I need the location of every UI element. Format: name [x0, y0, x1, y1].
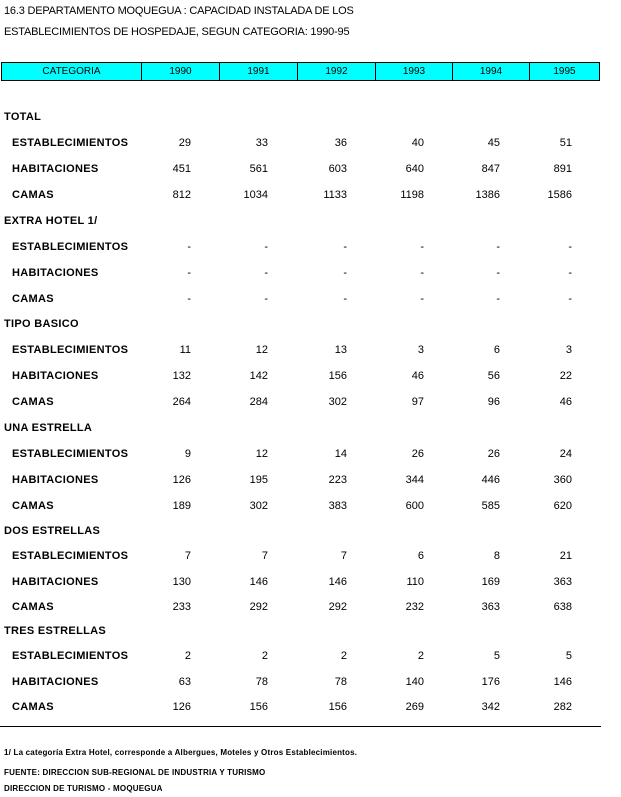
row-label: CAMAS [12, 293, 54, 305]
table-cell: 847 [481, 163, 500, 175]
header-year: 1990 [141, 63, 219, 80]
table-cell: 189 [172, 500, 191, 512]
table-cell: 36 [334, 137, 347, 149]
table-cell: 446 [481, 474, 500, 486]
table-cell: 156 [328, 370, 347, 382]
table-cell: - [187, 267, 191, 279]
row-label: HABITACIONES [12, 576, 99, 588]
table-cell: 11 [179, 344, 191, 356]
table-cell: 130 [172, 576, 191, 588]
table-cell: 812 [172, 189, 191, 201]
table-cell: 12 [255, 344, 268, 356]
row-label: ESTABLECIMIENTOS [12, 241, 129, 253]
table-cell: 169 [481, 576, 500, 588]
row-label: ESTABLECIMIENTOS [12, 137, 129, 149]
table-cell: 284 [249, 396, 268, 408]
table-cell: 7 [261, 550, 268, 562]
table-cell: 600 [405, 500, 424, 512]
table-row [0, 576, 621, 590]
table-cell: 620 [553, 500, 572, 512]
table-cell: 24 [559, 448, 572, 460]
header-year: 1995 [529, 63, 599, 80]
table-cell: 146 [553, 676, 572, 688]
section-heading [0, 525, 621, 539]
table-cell: 156 [249, 701, 268, 713]
table-cell: 383 [328, 500, 347, 512]
table-row [0, 650, 621, 664]
row-label: HABITACIONES [12, 676, 99, 688]
table-cell: 142 [249, 370, 268, 382]
table-title-line-2: ESTABLECIMIENTOS DE HOSPEDAJE, SEGUN CATEGORIA: 1990-95 [4, 26, 350, 38]
table-cell: 46 [411, 370, 424, 382]
table-cell: 1586 [547, 189, 572, 201]
source-line-2: DIRECCION DE TURISMO - MOQUEGUA [4, 784, 163, 793]
table-cell: - [343, 241, 347, 253]
table-cell: 292 [328, 601, 347, 613]
table-cell: 269 [405, 701, 424, 713]
table-cell: - [187, 293, 191, 305]
table-cell: 282 [553, 701, 572, 713]
row-label: CAMAS [12, 396, 54, 408]
table-row [0, 344, 621, 358]
table-cell: 2 [261, 650, 268, 662]
table-cell: 638 [553, 601, 572, 613]
table-cell: 1133 [323, 189, 347, 201]
table-cell: 46 [559, 396, 572, 408]
table-row [0, 550, 621, 564]
table-cell: - [264, 293, 268, 305]
table-cell: - [568, 241, 572, 253]
table-cell: 56 [487, 370, 500, 382]
table-cell: - [264, 267, 268, 279]
table-cell: 96 [487, 396, 500, 408]
table-cell: 6 [493, 344, 500, 356]
table-cell: 451 [172, 163, 191, 175]
table-row [0, 267, 621, 281]
row-label: ESTABLECIMIENTOS [12, 550, 129, 562]
section-title: DOS ESTRELLAS [4, 525, 101, 537]
section-title: UNA ESTRELLA [4, 422, 93, 434]
row-label: ESTABLECIMIENTOS [12, 650, 129, 662]
table-cell: 585 [481, 500, 500, 512]
row-label: CAMAS [12, 701, 54, 713]
row-label: HABITACIONES [12, 163, 99, 175]
table-cell: 2 [340, 650, 347, 662]
table-cell: 78 [255, 676, 268, 688]
table-cell: 232 [405, 601, 424, 613]
table-cell: - [496, 241, 500, 253]
table-cell: 126 [172, 474, 191, 486]
table-cell: - [420, 293, 424, 305]
table-cell: - [264, 241, 268, 253]
table-cell: 7 [340, 550, 347, 562]
table-cell: 195 [249, 474, 268, 486]
table-cell: 22 [559, 370, 572, 382]
section-title: TOTAL [4, 111, 42, 123]
table-cell: 78 [334, 676, 347, 688]
section-heading [0, 422, 621, 436]
table-cell: 45 [487, 137, 500, 149]
table-cell: 344 [405, 474, 424, 486]
table-cell: 132 [172, 370, 191, 382]
table-cell: 21 [559, 550, 572, 562]
table-cell: 1034 [243, 189, 268, 201]
table-cell: - [496, 293, 500, 305]
table-cell: 14 [334, 448, 347, 460]
table-cell: 561 [249, 163, 268, 175]
table-header [1, 62, 600, 81]
table-cell: 1198 [400, 189, 424, 201]
table-cell: 146 [249, 576, 268, 588]
table-cell: 176 [481, 676, 500, 688]
table-row [0, 601, 621, 615]
table-cell: 1386 [475, 189, 500, 201]
table-cell: 5 [493, 650, 500, 662]
table-row [0, 163, 621, 177]
row-label: CAMAS [12, 189, 54, 201]
table-cell: 2 [417, 650, 424, 662]
row-label: HABITACIONES [12, 267, 99, 279]
table-cell: 12 [255, 448, 268, 460]
row-label: HABITACIONES [12, 370, 99, 382]
table-row [0, 370, 621, 384]
row-label: CAMAS [12, 500, 54, 512]
table-row [0, 293, 621, 307]
section-heading [0, 318, 621, 332]
section-title: TIPO BASICO [4, 318, 79, 330]
header-year: 1994 [452, 63, 529, 80]
table-cell: 146 [328, 576, 347, 588]
table-cell: 8 [493, 550, 500, 562]
table-cell: 9 [184, 448, 191, 460]
header-year: 1993 [375, 63, 452, 80]
table-cell: 33 [255, 137, 268, 149]
header-categoria: CATEGORIA [42, 66, 101, 77]
table-row [0, 500, 621, 514]
table-cell: 5 [565, 650, 572, 662]
section-heading [0, 111, 621, 125]
table-cell: 26 [487, 448, 500, 460]
row-label: CAMAS [12, 601, 54, 613]
table-row [0, 701, 621, 715]
row-label: ESTABLECIMIENTOS [12, 344, 129, 356]
table-cell: - [420, 241, 424, 253]
table-title-line-1: 16.3 DEPARTAMENTO MOQUEGUA : CAPACIDAD INSTALADA DE LOS [4, 5, 354, 17]
section-heading [0, 625, 621, 639]
section-heading [0, 215, 621, 229]
table-row [0, 137, 621, 151]
table-cell: 140 [405, 676, 424, 688]
footnote: 1/ La categoría Extra Hotel, corresponde a Albergues, Moteles y Otros Establecimientos. [4, 748, 358, 757]
table-cell: 302 [249, 500, 268, 512]
table-cell: 40 [411, 137, 424, 149]
table-row [0, 189, 621, 203]
table-cell: - [187, 241, 191, 253]
table-cell: - [343, 267, 347, 279]
table-cell: 640 [405, 163, 424, 175]
table-row [0, 474, 621, 488]
table-cell: 363 [553, 576, 572, 588]
table-cell: 29 [178, 137, 191, 149]
table-cell: 126 [172, 701, 191, 713]
table-cell: 264 [172, 396, 191, 408]
table-row [0, 676, 621, 690]
row-label: ESTABLECIMIENTOS [12, 448, 129, 460]
table-cell: 26 [411, 448, 424, 460]
table-cell: 233 [172, 601, 191, 613]
table-cell: 223 [328, 474, 347, 486]
table-cell: 302 [328, 396, 347, 408]
table-cell: 3 [417, 344, 424, 356]
table-row [0, 396, 621, 410]
table-cell: 292 [249, 601, 268, 613]
table-cell: 3 [565, 344, 572, 356]
table-cell: 360 [553, 474, 572, 486]
section-title: TRES ESTRELLAS [4, 625, 106, 637]
source-line-1: FUENTE: DIRECCION SUB-REGIONAL DE INDUSTRIA Y TURISMO [4, 768, 266, 777]
table-cell: 891 [553, 163, 572, 175]
table-cell: 6 [417, 550, 424, 562]
table-cell: - [343, 293, 347, 305]
table-cell: 363 [481, 601, 500, 613]
header-year: 1991 [219, 63, 297, 80]
table-cell: 110 [406, 576, 424, 588]
table-cell: 51 [559, 137, 572, 149]
table-cell: - [420, 267, 424, 279]
table-cell: 156 [328, 701, 347, 713]
section-title: EXTRA HOTEL 1/ [4, 215, 98, 227]
table-cell: 97 [411, 396, 424, 408]
header-year: 1992 [297, 63, 375, 80]
table-cell: 603 [328, 163, 347, 175]
table-cell: - [496, 267, 500, 279]
table-row [0, 448, 621, 462]
row-label: HABITACIONES [12, 474, 99, 486]
table-cell: 63 [178, 676, 191, 688]
table-cell: - [568, 293, 572, 305]
table-cell: 13 [334, 344, 347, 356]
table-row [0, 241, 621, 255]
table-cell: 7 [184, 550, 191, 562]
table-cell: 2 [184, 650, 191, 662]
table-cell: - [568, 267, 572, 279]
table-bottom-rule [0, 726, 601, 727]
table-cell: 342 [481, 701, 500, 713]
